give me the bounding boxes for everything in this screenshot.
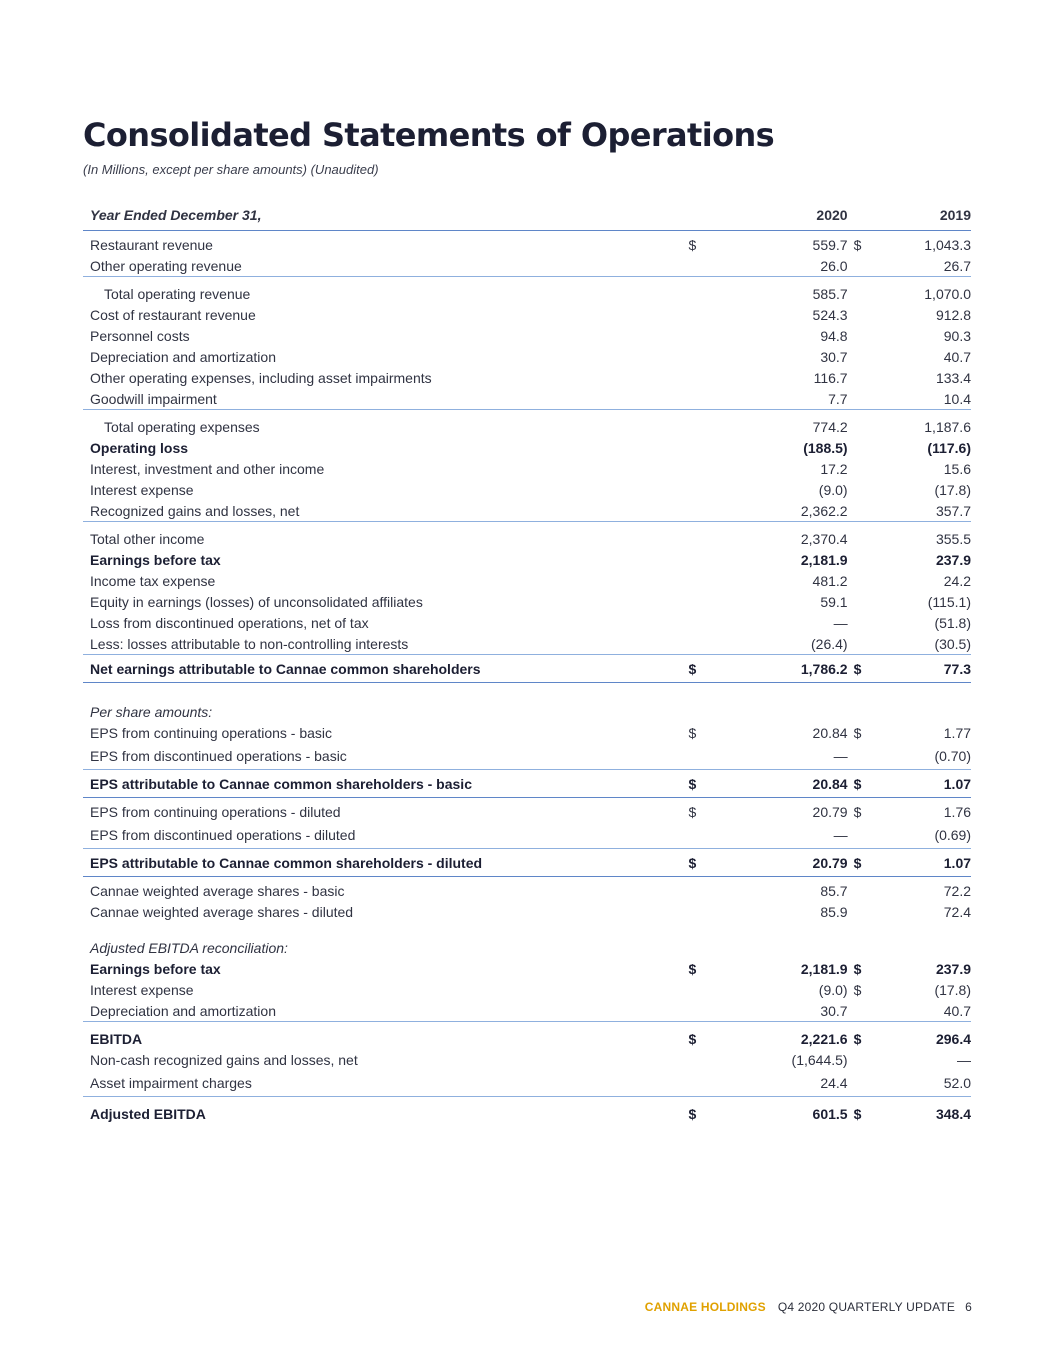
row-label: Total operating expenses [104,418,260,435]
value-2020: 94.8 [820,327,848,344]
row-label: Net earnings attributable to Cannae common shareholders [90,660,481,677]
row-label: Equity in earnings (losses) of unconsolidated affiliates [90,593,423,610]
row-label: Earnings before tax [90,960,221,977]
currency-2019: $ [853,1105,862,1122]
value-2020: 481.2 [812,572,848,589]
table-row [83,1096,971,1124]
value-2020: — [833,614,848,631]
row-label: Other operating revenue [90,257,242,274]
value-2019: 90.3 [943,327,972,344]
value-2020: 30.7 [820,348,848,365]
table-row [83,880,971,901]
value-2019: (115.1) [927,593,972,610]
table-row [83,591,971,612]
value-2019: (0.70) [934,748,972,764]
footer-report: Q4 2020 QUARTERLY UPDATE [777,1300,956,1314]
header-col-2020: 2020 [816,206,848,223]
value-2019: 348.4 [935,1105,972,1122]
table-row [83,901,971,922]
value-2019: — [957,1051,972,1068]
value-2019: (0.69) [934,827,972,843]
value-2019: 355.5 [935,530,972,547]
currency-2019: $ [853,724,862,741]
row-label: Interest, investment and other income [90,460,325,477]
table-header [83,199,971,231]
table-row [83,633,971,654]
value-2020: 116.7 [813,369,848,386]
value-2020: 2,221.6 [800,1030,848,1047]
row-spacer [83,922,971,937]
table-row [83,822,971,848]
table-row [83,848,971,877]
value-2020: 559.7 [812,236,848,253]
footer-brand: CANNAE HOLDINGS [644,1300,766,1314]
value-2020: 7.7 [828,390,848,407]
value-2020: 2,181.9 [800,960,848,977]
row-label: Interest expense [90,481,194,498]
currency-2020: $ [688,1030,697,1047]
table-row [83,769,971,798]
row-label: Personnel costs [90,327,190,344]
table-row [83,958,971,979]
value-2020: 85.7 [820,882,848,899]
currency-2019: $ [853,960,862,977]
value-2020: 585.7 [812,285,848,302]
value-2020: 2,181.9 [800,551,848,568]
value-2019: 52.0 [943,1075,972,1091]
value-2020: (9.0) [818,981,848,998]
row-label: EPS attributable to Cannae common shareholders - diluted [90,854,483,871]
row-label: Cost of restaurant revenue [90,306,256,323]
value-2020: 20.84 [812,775,848,792]
value-2019: 237.9 [935,960,972,977]
value-2020: 2,362.2 [800,502,848,519]
value-2019: 237.9 [935,551,972,568]
value-2020: (1,644.5) [791,1051,848,1068]
value-2019: 1.07 [943,775,972,792]
value-2019: 15.6 [943,460,972,477]
row-label: EPS from discontinued operations - basic [90,748,347,764]
row-label: Depreciation and amortization [90,1002,276,1019]
value-2019: 77.3 [943,660,972,677]
value-2019: 40.7 [943,348,972,365]
value-2019: 912.8 [935,306,972,323]
value-2019: 72.2 [943,882,972,899]
row-label: Operating loss [90,439,189,456]
row-label: Total operating revenue [104,285,251,302]
row-label: Interest expense [90,981,194,998]
value-2020: 30.7 [820,1002,848,1019]
value-2020: 17.2 [820,460,848,477]
currency-2020: $ [688,803,697,820]
table-row [83,1000,971,1021]
value-2020: 2,370.4 [800,530,848,547]
value-2020: 59.1 [820,593,848,610]
value-2020: 85.9 [820,903,848,920]
header-label: Year Ended December 31, [90,206,262,223]
value-2020: — [833,827,848,843]
currency-2019: $ [853,981,862,998]
currency-2020: $ [688,660,697,677]
table-row [83,1021,971,1049]
currency-2020: $ [688,724,697,741]
row-label: Goodwill impairment [90,390,217,407]
value-2019: (51.8) [934,614,972,631]
statement-table [83,199,971,1124]
row-label: Income tax expense [90,572,216,589]
table-row [83,722,971,743]
row-label: Non-cash recognized gains and losses, net [90,1051,358,1068]
table-row [83,500,971,521]
table-row [83,979,971,1000]
value-2019: 26.7 [943,257,972,274]
table-row [83,521,971,549]
page-title: Consolidated Statements of Operations [83,116,775,154]
row-label: Adjusted EBITDA reconciliation: [90,939,288,956]
table-row [83,437,971,458]
row-label: Restaurant revenue [90,236,213,253]
table-row [83,1070,971,1096]
value-2019: 40.7 [943,1002,972,1019]
value-2019: 1.07 [943,854,972,871]
currency-2019: $ [853,236,862,253]
value-2020: 20.79 [812,854,848,871]
table-row [83,304,971,325]
row-label: Other operating expenses, including asset impairments [90,369,432,386]
currency-2020: $ [688,1105,697,1122]
table-row [83,234,971,255]
value-2019: (30.5) [934,635,972,652]
row-label: Cannae weighted average shares - basic [90,882,345,899]
value-2019: 72.4 [943,903,972,920]
currency-2020: $ [688,960,697,977]
value-2019: 296.4 [935,1030,972,1047]
table-row [83,654,971,683]
table-row [83,549,971,570]
value-2019: 1,070.0 [924,285,971,302]
table-row [83,479,971,500]
row-label: Per share amounts: [90,703,213,720]
currency-2019: $ [853,660,862,677]
row-label: EPS from discontinued operations - diluted [90,827,356,843]
row-label: EPS attributable to Cannae common shareholders - basic [90,775,472,792]
table-row [83,701,971,722]
row-label: Cannae weighted average shares - diluted [90,903,354,920]
value-2020: 24.4 [820,1075,848,1091]
row-spacer [83,686,971,701]
value-2019: (17.8) [934,481,972,498]
value-2019: 357.7 [935,502,972,519]
row-label: Adjusted EBITDA [90,1105,206,1122]
row-label: Total other income [90,530,205,547]
row-label: Less: losses attributable to non-controlling interests [90,635,409,652]
value-2019: 1,043.3 [924,236,972,253]
table-row [83,255,971,276]
value-2020: 1,786.2 [800,660,848,677]
table-row [83,570,971,591]
currency-2020: $ [688,854,697,871]
row-label: Asset impairment charges [90,1075,252,1091]
table-row [83,743,971,769]
currency-2019: $ [853,803,862,820]
row-label: Recognized gains and losses, net [90,502,300,519]
table-row [83,801,971,822]
value-2020: (9.0) [818,481,848,498]
value-2019: (117.6) [927,439,972,456]
table-row [83,1049,971,1070]
currency-2020: $ [688,775,697,792]
row-label: Loss from discontinued operations, net of tax [90,614,369,631]
header-col-2019: 2019 [939,206,972,223]
table-row [83,409,971,437]
currency-2020: $ [688,236,697,253]
row-label: EPS from continuing operations - diluted [90,803,341,820]
value-2019: 1.76 [943,803,972,820]
row-label: EBITDA [90,1030,143,1047]
row-label: EPS from continuing operations - basic [90,724,333,741]
table-row [83,346,971,367]
value-2019: 10.4 [943,390,972,407]
value-2019: 1.77 [943,724,972,741]
currency-2019: $ [853,1030,862,1047]
table-row [83,276,971,304]
value-2020: 20.84 [812,724,848,741]
page-number: 6 [965,1300,972,1314]
value-2019: 133.4 [935,369,972,386]
value-2019: (17.8) [934,981,972,998]
row-label: Depreciation and amortization [90,348,276,365]
value-2020: 20.79 [812,803,848,820]
table-row [83,388,971,409]
value-2019: 1,187.6 [924,418,971,435]
value-2020: — [833,748,848,764]
value-2020: 524.3 [812,306,848,323]
table-row [83,325,971,346]
value-2020: 601.5 [812,1105,848,1122]
value-2020: (188.5) [803,439,848,456]
value-2020: 774.2 [812,418,848,435]
table-row [83,937,971,958]
value-2020: 26.0 [820,257,848,274]
currency-2019: $ [853,775,862,792]
value-2020: (26.4) [811,635,848,652]
page-subtitle: (In Millions, except per share amounts) (Unaudited) [83,162,379,177]
value-2019: 24.2 [943,572,972,589]
table-row [83,612,971,633]
row-label: Earnings before tax [90,551,221,568]
table-row [83,458,971,479]
table-row [83,367,971,388]
page-footer [645,1300,972,1314]
currency-2019: $ [853,854,862,871]
